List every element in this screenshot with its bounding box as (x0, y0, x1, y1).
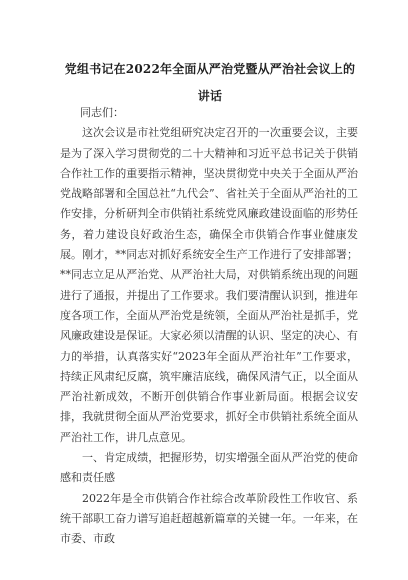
paragraph-2022-review: 2022年是全市供销合作社综合改革阶段性工作收官、系统干部职工奋力谱写追赶超越新篇章的关键一年。一年来，在市委、市政 (60, 491, 358, 546)
salutation: 同志们： (80, 106, 124, 119)
section-heading-1: 一、肯定成绩，把握形势，切实增强全面从严治党的使命感和责任感 (60, 451, 358, 485)
document-title: 党组书记在2022年全面从严治党暨从严治社会议上的讲话 (64, 62, 356, 103)
document-body (60, 103, 358, 550)
paragraph-intro: 这次会议是市社党组研究决定召开的一次重要会议，主要是为了深入学习贯彻党的二十大精神和习近平总书记关于供销合作社工作的重要指示精神，坚决贯彻党中央关于全面从严治党战略部署和全国总社“九代会”、省社关于全面从严治社的工作安排，分析研判全市供销社系统党风廉政建设面临的形势任务，着力建设良好政治生态，确保全市供销合作事业健康发展。刚才，**同志对抓好系统安全生产工作进行了安排部署；**同志立足从严治党、从严治社大局，对供销系统出现的问题进行了通报，并提出了工作要求。我们要清醒认识到，推进年度各项工作，全面从严治党是统领，全面从严治社是抓手，党风廉政建设是保证。大家必须以清醒的认识、坚定的决心、有力的举措，认真落实好“2023年全面从严治社年”工作要求，持续正风肃纪反腐，筑牢廉洁底线，确保风清气正，以全面从严治社新成效，不断开创供销合作事业新局面。根据会议安排，我就贯彻全面从严治党要求，抓好全市供销社系统全面从严治社工作，讲几点意见。 (60, 126, 358, 444)
